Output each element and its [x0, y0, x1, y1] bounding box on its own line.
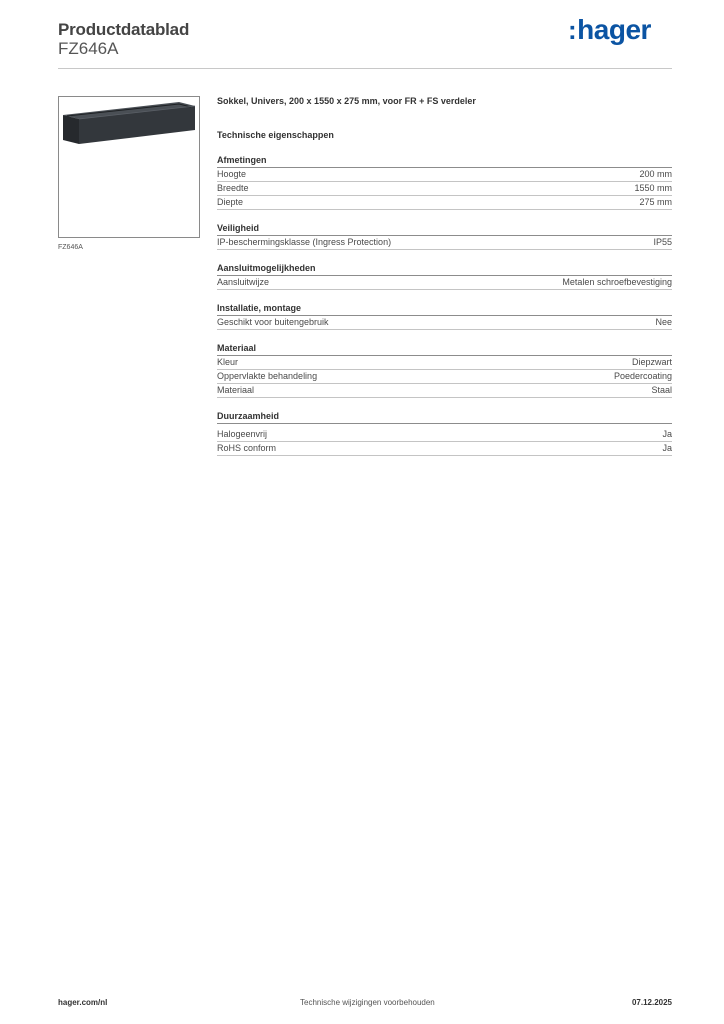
spec-row	[217, 168, 672, 182]
spec-value: 1550 mm	[634, 183, 672, 193]
spec-value: 200 mm	[639, 169, 672, 179]
spec-row	[217, 442, 672, 456]
section-title: Installatie, montage	[217, 302, 672, 316]
spec-label: Hoogte	[217, 169, 247, 179]
spec-label: RoHS conform	[217, 443, 277, 453]
product-code: FZ646A	[58, 39, 119, 58]
section-title: Veiligheid	[217, 222, 672, 236]
spec-value: Ja	[662, 443, 672, 453]
spec-label: Oppervlakte behandeling	[217, 371, 318, 381]
spec-row	[217, 316, 672, 330]
tech-properties-title: Technische eigenschappen	[217, 130, 334, 140]
spec-value: Metalen schroefbevestiging	[562, 277, 672, 287]
section-veiligheid	[217, 222, 672, 250]
hager-logo	[568, 14, 651, 46]
spec-value: 275 mm	[639, 197, 672, 207]
logo-text: hager	[577, 14, 651, 45]
spec-label: Aansluitwijze	[217, 277, 270, 287]
section-installatie	[217, 302, 672, 330]
spec-content	[217, 96, 672, 456]
spec-value: Ja	[662, 429, 672, 439]
page-title: Productdatablad	[58, 20, 190, 39]
spec-row	[217, 236, 672, 250]
section-title: Aansluitmogelijkheden	[217, 262, 672, 276]
spec-value: Poedercoating	[613, 371, 672, 381]
image-caption: FZ646A	[58, 244, 83, 251]
spec-label: Halogeenvrij	[217, 429, 268, 439]
plinth-illustration	[59, 97, 199, 237]
spec-value: Diepzwart	[631, 357, 672, 367]
spec-label: Materiaal	[217, 385, 255, 395]
spec-row	[217, 356, 672, 370]
spec-value: IP55	[653, 237, 672, 247]
spec-label: IP-beschermingsklasse (Ingress Protection)	[217, 237, 392, 247]
product-description: Sokkel, Univers, 200 x 1550 x 275 mm, voor FR + FS verdeler	[217, 96, 476, 106]
spec-value: Nee	[655, 317, 672, 327]
section-title: Afmetingen	[217, 154, 672, 168]
spec-label: Kleur	[217, 357, 239, 367]
footer-notice: Technische wijzigingen voorbehouden	[300, 998, 435, 1007]
section-afmetingen	[217, 154, 672, 210]
plinth-end-face	[63, 115, 79, 144]
spec-value: Staal	[651, 385, 672, 395]
spec-label: Geschikt voor buitengebruik	[217, 317, 329, 327]
spec-row	[217, 196, 672, 210]
footer-date: 07.12.2025	[631, 998, 672, 1007]
section-materiaal	[217, 342, 672, 398]
spec-label: Breedte	[217, 183, 249, 193]
logo-dots: :	[568, 15, 577, 45]
spec-row	[217, 276, 672, 290]
spec-row	[217, 428, 672, 442]
spec-row	[217, 182, 672, 196]
section-aansluitmogelijkheden	[217, 262, 672, 290]
section-title: Duurzaamheid	[217, 410, 672, 424]
section-duurzaamheid	[217, 410, 672, 456]
spec-row	[217, 384, 672, 398]
spec-label: Diepte	[217, 197, 244, 207]
product-image	[58, 96, 200, 238]
header-divider	[58, 68, 672, 69]
spec-row	[217, 370, 672, 384]
footer-website-link[interactable]: hager.com/nl	[58, 998, 108, 1007]
section-title: Materiaal	[217, 342, 672, 356]
